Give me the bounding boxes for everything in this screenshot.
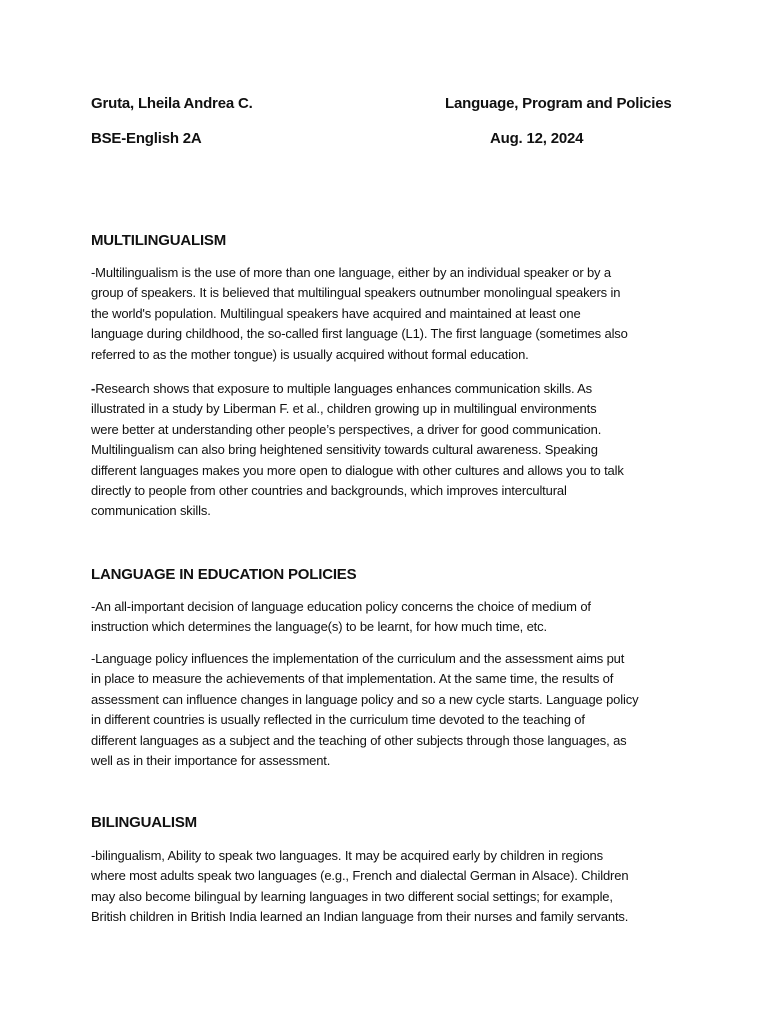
paragraph-line: -Multilingualism is the use of more than one language, either by an individual speaker or by a	[91, 265, 611, 280]
paragraph-line: instruction which determines the language(s) to be learnt, for how much time, etc.	[91, 619, 547, 635]
section-heading-language-in-education-policies: LANGUAGE IN EDUCATION POLICIES	[91, 566, 357, 583]
paragraph-line	[91, 379, 683, 399]
paragraph-line: where most adults speak two languages (e.g., French and dialectal German in Alsace). Children	[91, 868, 629, 884]
paragraph-multilingualism-research	[91, 379, 683, 522]
paragraph-education-policy-curriculum	[91, 649, 683, 771]
paragraph-line: illustrated in a study by Liberman F. et al., children growing up in multilingual environments	[91, 401, 597, 417]
paragraph-line: in place to measure the achievements of that implementation. At the same time, the results of	[91, 671, 614, 687]
paragraph-line: different languages makes you more open to dialogue with other cultures and allows you to talk	[91, 462, 624, 478]
paragraph-line: -bilingualism, Ability to speak two languages. It may be acquired early by children in regions	[91, 848, 603, 863]
paragraph-line: Multilingualism can also bring heightened sensitivity towards cultural awareness. Speaking	[91, 442, 598, 458]
paragraph-line-text: Research shows that exposure to multiple languages enhances communication skills. As	[95, 381, 593, 396]
bullet-dash: -	[91, 381, 96, 396]
paragraph-line: British children in British India learned an Indian language from their nurses and family servants.	[91, 909, 629, 925]
paragraph-line: language during childhood, the so-called first language (L1). The first language (sometimes also	[91, 326, 628, 342]
paragraph-line: group of speakers. It is believed that multilingual speakers outnumber monolingual speakers in	[91, 285, 621, 301]
paragraph-line: may also become bilingual by learning languages in two different social settings; for example,	[91, 888, 613, 904]
paragraph-line: were better at understanding other people’s perspectives, a driver for good communication.	[91, 421, 602, 437]
paragraph-bilingualism-definition	[91, 846, 683, 928]
paragraph-line: in different countries is usually reflected in the curriculum time devoted to the teaching of	[91, 712, 585, 728]
section-heading-bilingualism: BILINGUALISM	[91, 814, 197, 831]
paragraph-multilingualism-definition	[91, 263, 683, 365]
paragraph-line: -Language policy influences the implementation of the curriculum and the assessment aims put	[91, 651, 625, 666]
paragraph-line: assessment can influence changes in language policy and so a new cycle starts. Language policy	[91, 691, 639, 707]
paragraph-line: communication skills.	[91, 503, 211, 519]
course-title: Language, Program and Policies	[445, 95, 672, 112]
paragraph-education-policy-medium	[91, 597, 683, 638]
document-date: Aug. 12, 2024	[490, 130, 584, 147]
student-name: Gruta, Lheila Andrea C.	[91, 95, 253, 112]
section-heading-multilingualism: MULTILINGUALISM	[91, 232, 227, 249]
paragraph-line: -An all-important decision of language education policy concerns the choice of medium of	[91, 599, 591, 614]
paragraph-line: well as in their importance for assessment.	[91, 753, 331, 769]
student-section: BSE-English 2A	[91, 130, 202, 147]
paragraph-line: the world's population. Multilingual speakers have acquired and maintained at least one	[91, 305, 581, 321]
paragraph-line: different languages as a subject and the teaching of other subjects through those languages, as	[91, 732, 627, 748]
paragraph-line: directly to people from other countries and backgrounds, which improves intercultural	[91, 483, 567, 499]
paragraph-line: referred to as the mother tongue) is usually acquired without formal education.	[91, 346, 529, 362]
